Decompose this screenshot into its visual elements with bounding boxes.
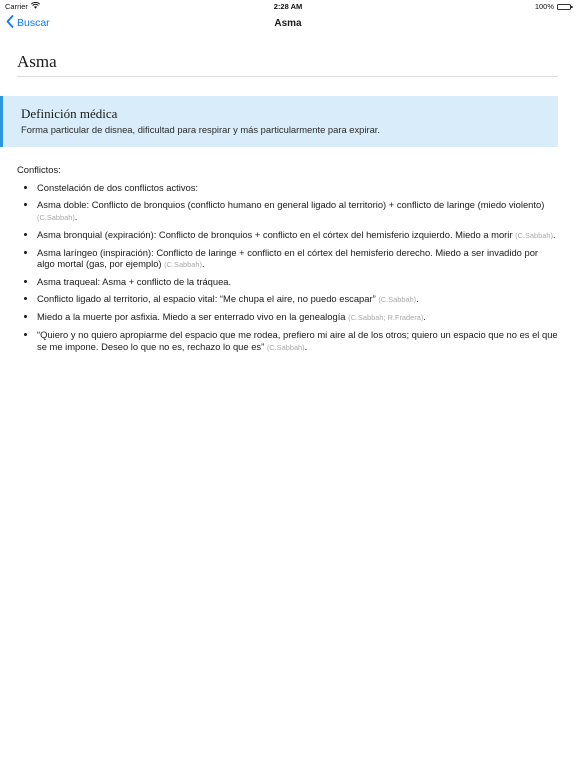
list-item-text: Asma bronquial (expiración): Conflicto de bronquios + conflicto en el córtex del hemisferio izquierdo. Miedo a morir [37, 228, 513, 240]
list-item: • Asma laríngeo (inspiración): Conflicto de laringe + conflicto en el córtex del hemisferio derecho. Miedo a ser invadido por algo mortal (gas, por ejemplo) (C.Sabbah). [37, 247, 558, 271]
source-citation: (C.Sabbah) [37, 212, 75, 222]
nav-title: Asma [274, 18, 302, 29]
list-item [37, 276, 558, 288]
list-item-text: Asma doble: Conflicto de bronquios (conflicto humano en general ligado al territorio) + conflicto de laringe (miedo violento) [37, 198, 545, 210]
page-title: Asma [17, 52, 558, 77]
list-item-text: “Quiero y no quiero apropiarme del espacio que me rodea, prefiero mi aire al de los otros; quiero un espacio que no es el que se me impone. Deseo lo que no es, rechazo lo que es” [37, 329, 558, 352]
list-item: • Conflicto ligado al territorio, al espacio vital: “Me chupa el aire, no puedo escapar” (C.Sabbah). [37, 293, 558, 306]
back-button-label: Buscar [17, 17, 50, 29]
list-item-text: Constelación de dos conflictos activos: [37, 182, 199, 193]
conflict-list [17, 182, 558, 359]
list-item [37, 182, 558, 194]
status-bar [0, 0, 576, 12]
source-citation: (C.Sabbah) [515, 230, 553, 240]
definition-title: Definición médica [21, 106, 118, 121]
status-time: 2:28 AM [273, 2, 303, 11]
list-item-text: Miedo a la muerte por asfixia. Miedo a ser enterrado vivo en la genealogía [37, 311, 346, 323]
list-item-text: Asma traqueal: Asma + conflicto de la tráquea. [37, 276, 232, 288]
battery-indicator [535, 2, 571, 11]
list-item-text: Conflicto ligado al territorio, al espacio vital: “Me chupa el aire, no puedo escapar” [37, 293, 376, 305]
battery-icon [557, 4, 571, 10]
list-item: • Miedo a la muerte por asfixia. Miedo a ser enterrado vivo en la genealogía (C.Sabbah; R.Fradera). [37, 311, 558, 324]
source-citation: (C.Sabbah) [378, 295, 417, 305]
source-citation: (C.Sabbah) [266, 342, 305, 352]
list-item: • Asma bronquial (expiración): Conflicto de bronquios + conflicto en el córtex del hemisferio izquierdo. Miedo a morir (C.Sabbah). [37, 229, 558, 242]
battery-percent: 100% [534, 2, 554, 11]
list-item-text: Asma laríngeo (inspiración): Conflicto de laringe + conflicto en el córtex del hemisferio derecho. Miedo a ser invadido por algo mortal (gas, por ejemplo) [37, 246, 539, 270]
list-item: • Asma doble: Conflicto de bronquios (conflicto humano en general ligado al territorio) + conflicto de laringe (miedo violento) (C.Sabbah). [37, 199, 558, 223]
conflicts-heading: Conflictos: [17, 164, 61, 175]
navigation-bar [0, 12, 576, 36]
source-citation: (C.Sabbah; R.Fradera) [348, 313, 424, 323]
carrier-label: Carrier [5, 2, 28, 11]
definition-text: Forma particular de disnea, dificultad para respirar y más particularmente para expirar. [21, 124, 381, 135]
source-citation: (C.Sabbah) [164, 260, 202, 270]
definition-box [0, 96, 558, 147]
list-item: • “Quiero y no quiero apropiarme del espacio que me rodea, prefiero mi aire al de los otros; quiero un espacio que no es el que se me impone. Deseo lo que no es, rechazo lo que es” (C.Sabbah). [37, 329, 558, 353]
